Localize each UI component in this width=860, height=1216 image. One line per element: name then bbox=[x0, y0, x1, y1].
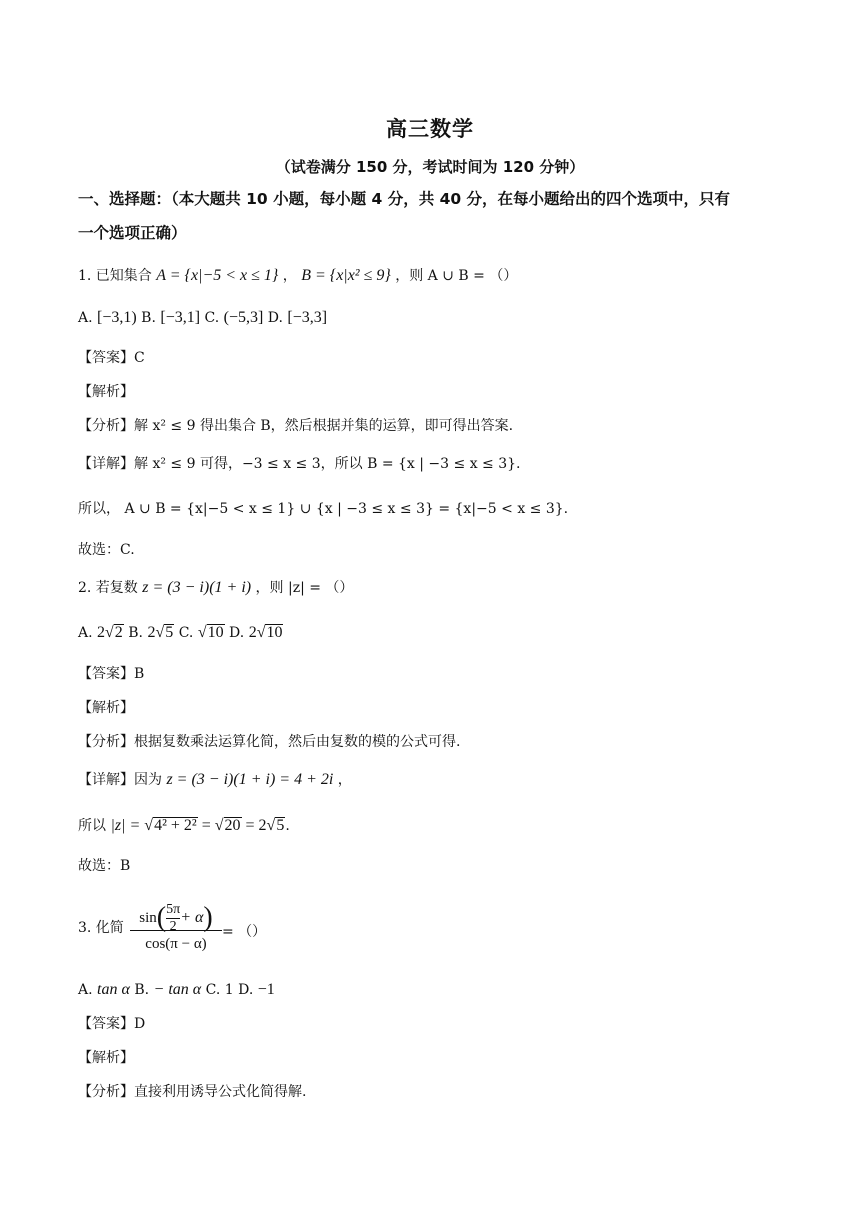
fraction-bar bbox=[130, 930, 222, 931]
question-1-options: A. [−3,1) B. [−3,1] C. (−5,3] D. [−3,3] bbox=[78, 309, 328, 326]
question-1: 1. 已知集合 A = {x|−5 < x ≤ 1} ， B = {x|x² ≤ 9} ，则 A ∪ B = （） bbox=[78, 267, 518, 284]
page-title: 高三数学 bbox=[386, 117, 474, 141]
analysis-1: 【分析】解 x² ≤ 9 得出集合 B，然后根据并集的运算，即可得出答案. bbox=[78, 418, 514, 434]
analysis-3: 【分析】直接利用诱导公式化简得解. bbox=[78, 1084, 307, 1100]
question-2-options: A. 2√2 B. 2√5 C. √10 D. 2√10 bbox=[78, 624, 283, 641]
option-a: 2√2 bbox=[97, 624, 123, 641]
option-b: 2√5 bbox=[147, 624, 174, 641]
complex-expr: z = (3 − i)(1 + i) bbox=[142, 579, 252, 596]
answer-1: 【答案】C bbox=[78, 350, 145, 366]
choice-2: 故选：B bbox=[78, 858, 131, 874]
option-c: (−5,3] bbox=[223, 309, 264, 326]
analysis-heading-2: 【解析】 bbox=[78, 700, 134, 716]
option-a: tan α bbox=[97, 981, 130, 998]
option-c: √10 bbox=[197, 624, 224, 641]
option-a: [−3,1) bbox=[97, 309, 137, 326]
question-3: 3. 化简 bbox=[78, 920, 124, 936]
question-3-tail: = （） bbox=[222, 924, 267, 940]
option-d: [−3,3] bbox=[287, 309, 328, 326]
set-a: A = {x|−5 < x ≤ 1} bbox=[156, 267, 279, 284]
answer-2: 【答案】B bbox=[78, 666, 145, 682]
exam-info: （试卷满分 150 分，考试时间为 120 分钟） bbox=[275, 158, 585, 176]
detail-1-union: 所以， A ∪ B = {x|−5 < x ≤ 1} ∪ {x | −3 ≤ x ≤ 3} = {x|−5 < x ≤ 3}. bbox=[78, 501, 569, 517]
detail-2-modulus: 所以 |z| = √4² + 2² = √20 = 2√5. bbox=[78, 817, 290, 834]
option-c: 1 bbox=[224, 982, 234, 998]
option-b: − tan α bbox=[153, 981, 202, 998]
set-b: B = {x|x² ≤ 9} bbox=[301, 267, 391, 284]
section-heading-cont: 一个选项正确） bbox=[78, 224, 187, 242]
analysis-heading-3: 【解析】 bbox=[78, 1050, 134, 1066]
option-d: −1 bbox=[257, 981, 275, 998]
question-2: 2. 若复数 z = (3 − i)(1 + i) ，则 |z| = （） bbox=[78, 579, 354, 596]
document-page: 高三数学 （试卷满分 150 分，考试时间为 120 分钟） 一、选择题：（本大题共 10 小题，每小题 4 分，共 40 分，在每小题给出的四个选项中，只有 一个选项正确） 1. 已知集合 A = {x|−5 < x ≤ 1} ， B = {x|x² ≤ 9} ，则 A ∪ B = （） A. [−3,1) B. [−3,1] C. (−5,3] D. [−3,3] 【答案】C 【解析】 【分析】解 x² ≤ 9 得出集合 B，然后根据并集的运算，即可得出答案. 【详解】解 x² ≤ 9 可得，−3 ≤ x ≤ 3，所以 B = {x | −3 ≤ x ≤ 3}. 所以， A ∪ B = {x|−5 < x ≤ 1} ∪ {x | −3 ≤ x ≤ 3} = {x|−5 < x ≤ 3}. 故选：C. 2. 若复数 z = (3 − i)(1 + i) ，则 |z| = （） A. 2√2 B. 2√5 C. √10 D. 2√10 【答案】B 【解析】 【分析】根据复数乘法运算化简，然后由复数的模的公式可得. 【详解】因为 z = (3 − i)(1 + i) = 4 + 2i ， 所以 |z| = √4² + 2² = √20 = 2√5. 故选：B 3. 化简 $\sin(\frac{5\pi}{2}$ + α) cos(π − α) = （） A. tan α B. − tan α C. 1 D. −1 【答案】D 【解析】 【分析】直接利用诱导公式化简得解. bbox=[0, 0, 860, 1216]
option-b: [−3,1] bbox=[160, 309, 201, 326]
answer-3: 【答案】D bbox=[78, 1016, 146, 1032]
question-3-options: A. tan α B. − tan α C. 1 D. −1 bbox=[78, 981, 275, 998]
analysis-heading-1: 【解析】 bbox=[78, 384, 134, 400]
section-heading: 一、选择题：（本大题共 10 小题，每小题 4 分，共 40 分，在每小题给出的四个选项中，只有 bbox=[78, 190, 731, 208]
detail-1: 【详解】解 x² ≤ 9 可得，−3 ≤ x ≤ 3，所以 B = {x | −3 ≤ x ≤ 3}. bbox=[78, 456, 521, 472]
analysis-2: 【分析】根据复数乘法运算化简，然后由复数的模的公式可得. bbox=[78, 734, 461, 750]
detail-2: 【详解】因为 z = (3 − i)(1 + i) = 4 + 2i ， bbox=[78, 771, 352, 788]
option-d: 2√10 bbox=[248, 624, 283, 641]
choice-1: 故选：C. bbox=[78, 542, 135, 558]
